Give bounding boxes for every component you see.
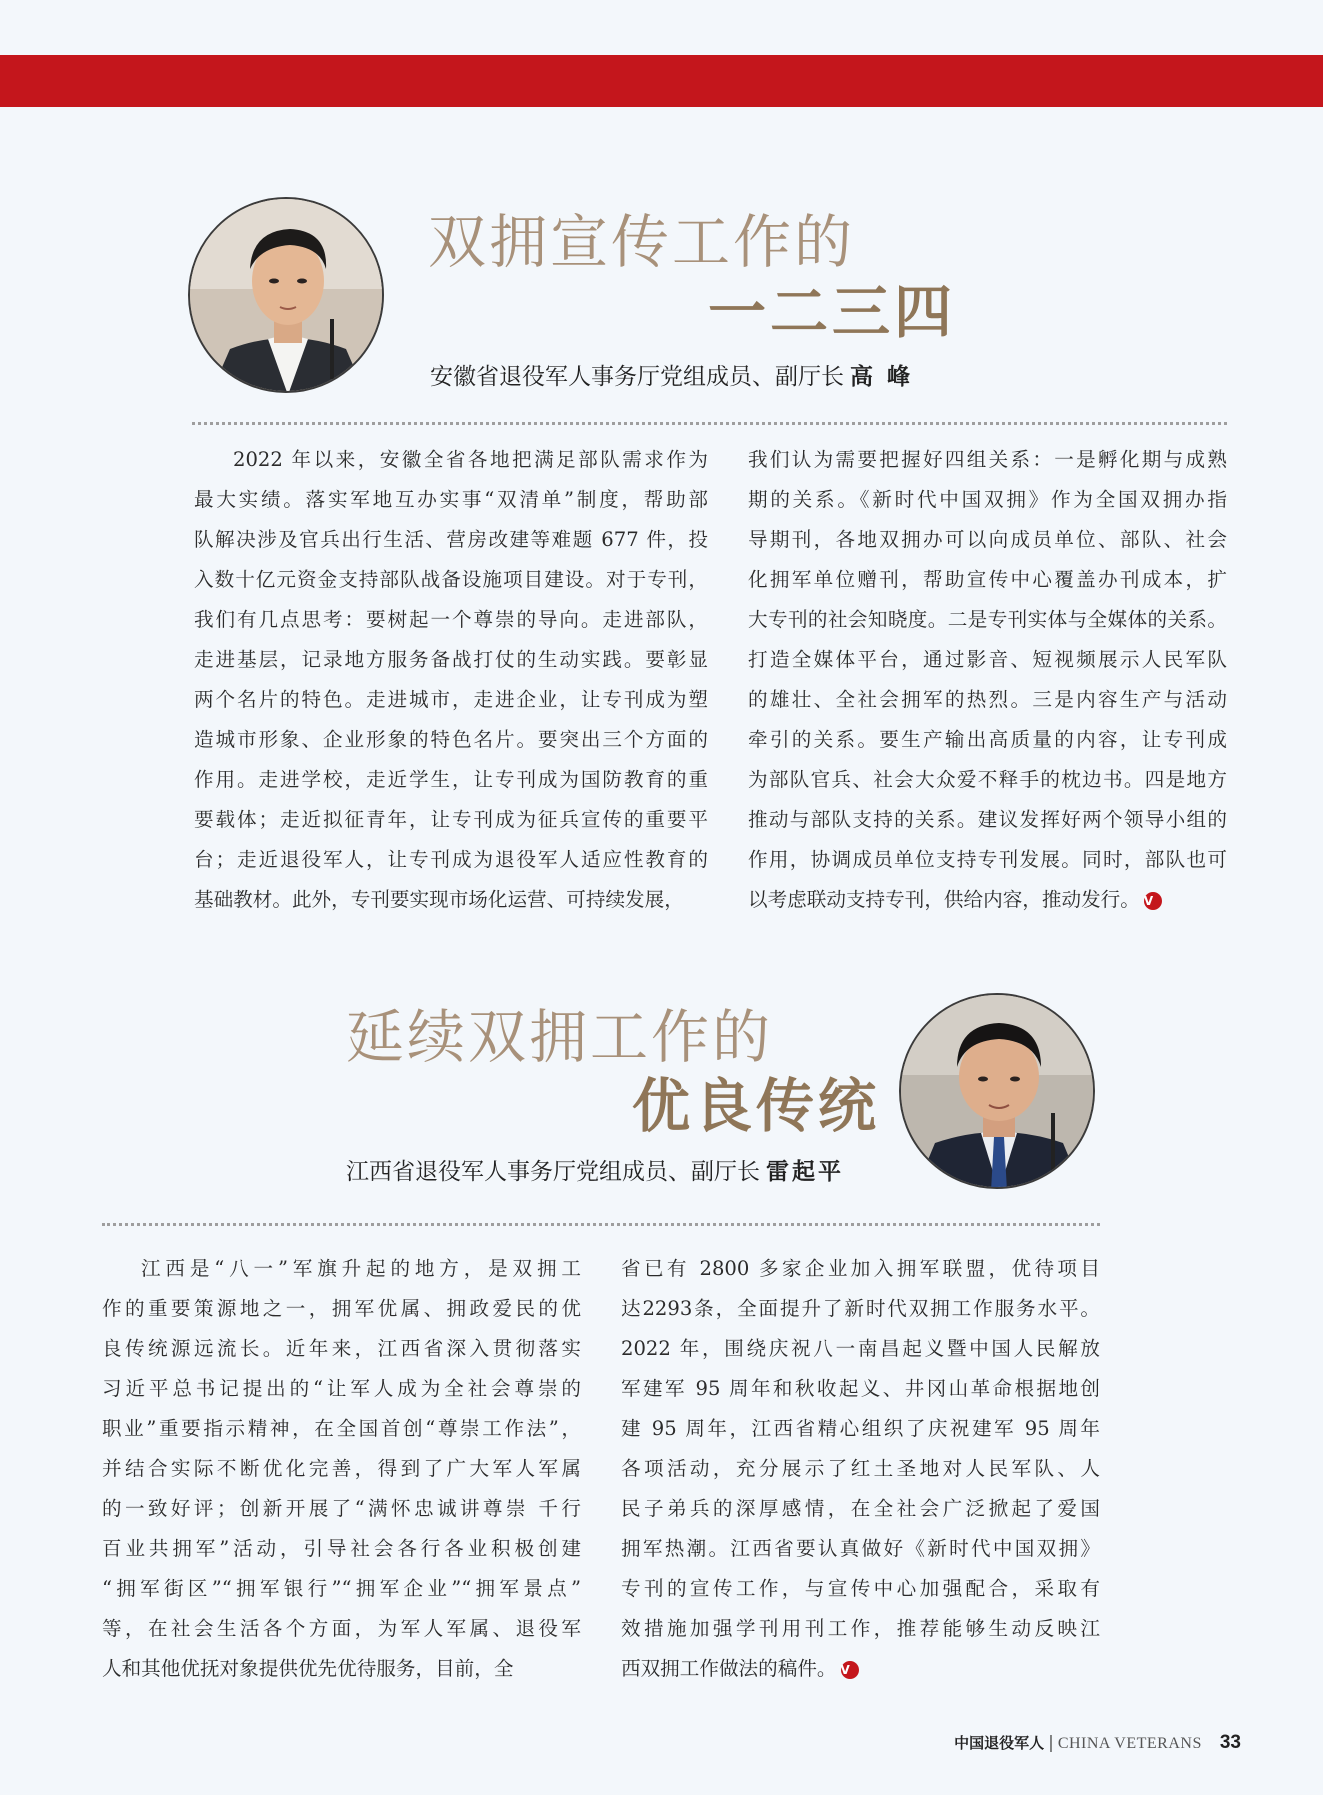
article2-column-1 bbox=[102, 1249, 581, 1689]
body-text-line: 等，在社会生活各个方面，为军人军属、退役军 bbox=[102, 1617, 581, 1640]
body-text-line: 专刊的宣传工作，与宣传中心加强配合，采取有 bbox=[621, 1577, 1100, 1600]
article2-byline-name: 雷起平 bbox=[766, 1159, 844, 1185]
article1-title-line1: 双拥宣传工作的 bbox=[428, 208, 856, 276]
body-text-line: 民子弟兵的深厚感情，在全社会广泛掀起了爱国 bbox=[621, 1497, 1100, 1520]
body-text-line: 并结合实际不断优化完善，得到了广大军人军属 bbox=[102, 1457, 581, 1480]
body-text-line: 习近平总书记提出的“让军人成为全社会尊崇的 bbox=[102, 1377, 581, 1400]
body-text-line: 建 95 周年，江西省精心组织了庆祝建军 95 周年 bbox=[621, 1417, 1100, 1440]
body-text-line: 我们认为需要把握好四组关系：一是孵化期与成熟 bbox=[748, 448, 1227, 471]
body-text-line: 导期刊，各地双拥办可以向成员单位、部队、社会 bbox=[748, 528, 1227, 551]
body-text-line: 西双拥工作做法的稿件。 V bbox=[621, 1649, 1100, 1689]
body-text-line: 职业”重要指示精神，在全国首创“尊崇工作法”， bbox=[102, 1417, 581, 1440]
portrait-gao-feng-illustration bbox=[190, 199, 384, 393]
body-text-line: 各项活动，充分展示了红土圣地对人民军队、人 bbox=[621, 1457, 1100, 1480]
article1-divider bbox=[192, 422, 1227, 425]
body-text-line: 百业共拥军”活动，引导社会各行各业积极创建 bbox=[102, 1537, 581, 1560]
header-red-band bbox=[0, 55, 1323, 107]
footer-separator: | bbox=[1048, 1733, 1054, 1753]
body-text-line: 基础教材。此外，专刊要实现市场化运营、可持续发展， bbox=[194, 888, 684, 911]
body-text-line: 的一致好评；创新开展了“满怀忠诚讲尊崇 千行 bbox=[102, 1497, 581, 1520]
body-text-line: 江西是“八一”军旗升起的地方，是双拥工 bbox=[141, 1257, 581, 1280]
body-text-line: 入数十亿元资金支持部队战备设施项目建设。对于专刊， bbox=[194, 568, 708, 591]
body-text-line: 期的关系。《新时代中国双拥》作为全国双拥办指 bbox=[748, 488, 1227, 511]
body-text-line: 造城市形象、企业形象的特色名片。要突出三个方面的 bbox=[194, 728, 708, 751]
article2-title-line2: 优良传统 bbox=[632, 1072, 881, 1140]
footer-magazine-name: 中国退役军人 bbox=[954, 1734, 1045, 1752]
article1-byline-role: 安徽省退役军人事务厅党组成员、副厅长 bbox=[430, 364, 844, 390]
body-text-line: 牵引的关系。要生产输出高质量的内容，让专刊成 bbox=[748, 728, 1227, 751]
end-mark-icon: V bbox=[1144, 892, 1162, 910]
article2-divider bbox=[102, 1223, 1100, 1226]
footer-page-number: 33 bbox=[1219, 1732, 1241, 1753]
body-text-line: 拥军热潮。江西省要认真做好《新时代中国双拥》 bbox=[621, 1537, 1100, 1560]
body-text-line: 台；走近退役军人，让专刊成为退役军人适应性教育的 bbox=[194, 848, 708, 871]
end-mark-icon: V bbox=[841, 1661, 859, 1679]
body-text-line: 要载体；走近拟征青年，让专刊成为征兵宣传的重要平 bbox=[194, 808, 708, 831]
body-text-line: 达2293条，全面提升了新时代双拥工作服务水平。 bbox=[621, 1297, 1100, 1320]
portrait-lei-qiping-illustration bbox=[901, 995, 1095, 1189]
article1-column-2 bbox=[748, 440, 1227, 920]
body-text-line: 推动与部队支持的关系。建议发挥好两个领导小组的 bbox=[748, 808, 1227, 831]
article2-byline-role: 江西省退役军人事务厅党组成员、副厅长 bbox=[346, 1159, 760, 1185]
page-footer bbox=[954, 1733, 1241, 1752]
article1-column-1 bbox=[194, 440, 708, 920]
body-text-line: 2022 年，围绕庆祝八一南昌起义暨中国人民解放 bbox=[621, 1337, 1100, 1360]
article1-byline bbox=[430, 366, 913, 389]
body-text-line: 作用，协调成员单位支持专刊发展。同时，部队也可 bbox=[748, 848, 1227, 871]
body-text-line: 打造全媒体平台，通过影音、短视频展示人民军队 bbox=[748, 648, 1227, 671]
body-text-line: “拥军街区”“拥军银行”“拥军企业”“拥军景点” bbox=[102, 1577, 581, 1600]
body-text-line: 作用。走进学校，走近学生，让专刊成为国防教育的重 bbox=[194, 768, 708, 791]
article2-title-line1: 延续双拥工作的 bbox=[346, 1003, 774, 1071]
article2-byline bbox=[346, 1161, 844, 1184]
body-text-line: 以考虑联动支持专刊，供给内容，推动发行。 V bbox=[748, 880, 1227, 920]
body-text-line: 队解决涉及官兵出行生活、营房改建等难题 677 件，投 bbox=[194, 528, 708, 551]
body-text-line: 人和其他优抚对象提供优先优待服务，目前，全 bbox=[102, 1657, 514, 1680]
body-text-line: 良传统源远流长。近年来，江西省深入贯彻落实 bbox=[102, 1337, 581, 1360]
portrait-gao-feng bbox=[188, 197, 384, 393]
body-text-line: 大专刊的社会知晓度。二是专刊实体与全媒体的关系。 bbox=[748, 608, 1227, 631]
body-text-line: 省已有 2800 多家企业加入拥军联盟，优待项目 bbox=[621, 1257, 1100, 1280]
body-text-line: 最大实绩。落实军地互办实事“双清单”制度，帮助部 bbox=[194, 488, 708, 511]
body-text-line: 作的重要策源地之一，拥军优属、拥政爱民的优 bbox=[102, 1297, 581, 1320]
article1-byline-name: 高 峰 bbox=[850, 364, 914, 390]
body-text-line: 化拥军单位赠刊，帮助宣传中心覆盖办刊成本，扩 bbox=[748, 568, 1227, 591]
body-text-line: 效措施加强学刊用刊工作，推荐能够生动反映江 bbox=[621, 1617, 1100, 1640]
body-text-line: 两个名片的特色。走进城市，走进企业，让专刊成为塑 bbox=[194, 688, 708, 711]
body-text-line: 军建军 95 周年和秋收起义、井冈山革命根据地创 bbox=[621, 1377, 1100, 1400]
body-text-line: 我们有几点思考：要树起一个尊崇的导向。走进部队， bbox=[194, 608, 708, 631]
body-text-line: 2022 年以来，安徽全省各地把满足部队需求作为 bbox=[233, 448, 708, 471]
article1-title-line2: 一二三四 bbox=[708, 278, 957, 346]
body-text-line: 为部队官兵、社会大众爱不释手的枕边书。四是地方 bbox=[748, 768, 1227, 791]
footer-english-name: CHINA VETERANS bbox=[1057, 1735, 1202, 1752]
body-text-line: 走进基层，记录地方服务备战打仗的生动实践。要彰显 bbox=[194, 648, 708, 671]
article2-column-2 bbox=[621, 1249, 1100, 1689]
portrait-lei-qiping bbox=[899, 993, 1095, 1189]
body-text-line: 的雄壮、全社会拥军的热烈。三是内容生产与活动 bbox=[748, 688, 1227, 711]
